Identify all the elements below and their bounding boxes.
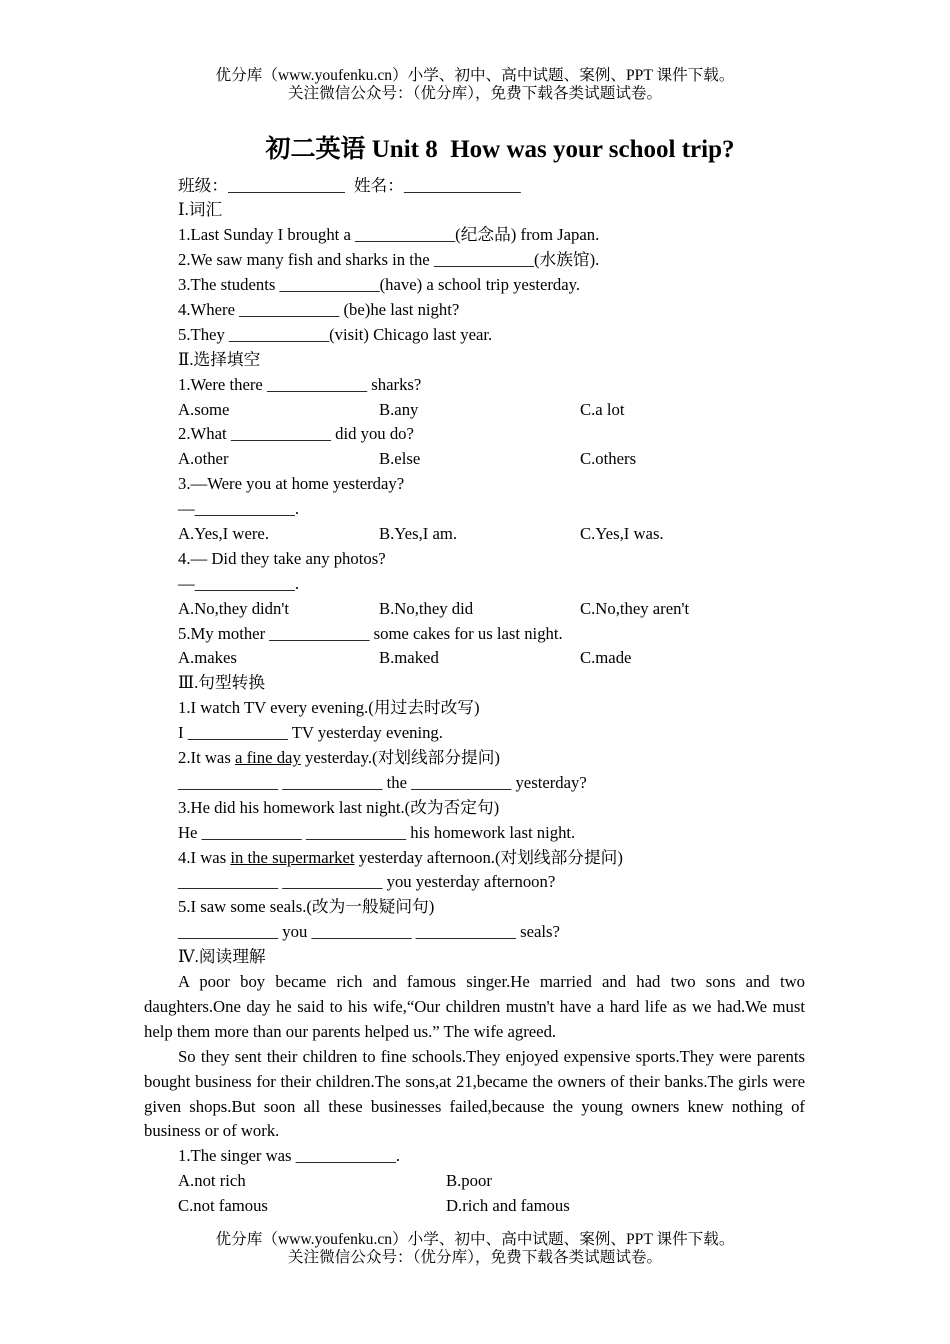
option-row xyxy=(144,597,805,622)
question-stem: 5.My mother ____________ some cakes for us last night. xyxy=(178,623,563,643)
option-row xyxy=(144,522,805,547)
option-b: B.maked xyxy=(379,648,439,668)
option-row xyxy=(144,447,805,472)
name-label: 姓名： xyxy=(353,175,404,195)
vocabulary-item: 2.We saw many fish and sharks in the ____________(水族馆). xyxy=(178,250,600,270)
transformation-prompt: 3.He did his homework last night.(改为否定句) xyxy=(178,797,500,817)
option-a: A.Yes,I were. xyxy=(178,523,269,543)
option-b: B.any xyxy=(379,399,419,419)
header-line-2: 关注微信公众号：（优分库），免费下载各类试题试卷。 xyxy=(287,84,663,102)
section-heading-sentence-transformation: Ⅲ.句型转换 xyxy=(178,673,266,693)
transformation-prompt: 1.I watch TV every evening.(用过去时改写) xyxy=(178,698,480,718)
question-stem: 4.— Did they take any photos? xyxy=(178,548,386,568)
section-heading-multiple-choice: Ⅱ.选择填空 xyxy=(178,349,261,369)
prompt-text: 4.I was xyxy=(178,847,231,867)
option-c: C.No,they aren't xyxy=(580,598,690,618)
option-c: C.not famous xyxy=(178,1196,268,1216)
question-reply: —____________. xyxy=(178,573,299,593)
section-heading-vocabulary: Ⅰ.词汇 xyxy=(178,200,223,220)
option-row xyxy=(144,646,805,671)
student-info xyxy=(144,174,805,199)
question-stem: 3.—Were you at home yesterday? xyxy=(178,474,405,494)
transformation-answer: I ____________ TV yesterday evening. xyxy=(178,723,443,743)
prompt-text: yesterday afternoon.(对划线部分提问) xyxy=(354,847,623,867)
option-b: B.else xyxy=(379,449,421,469)
option-c: C.a lot xyxy=(580,399,625,419)
section-heading-reading: Ⅳ.阅读理解 xyxy=(178,947,266,967)
page-footer xyxy=(0,1231,950,1266)
option-row xyxy=(144,398,805,423)
question-stem: 1.The singer was ____________. xyxy=(178,1146,401,1166)
underlined-phrase: a fine day xyxy=(235,747,301,767)
option-d: D.rich and famous xyxy=(446,1196,570,1216)
footer-line-2: 关注微信公众号：（优分库），免费下载各类试题试卷。 xyxy=(287,1248,663,1266)
option-c: C.Yes,I was. xyxy=(580,523,664,543)
prompt-text: yesterday.(对划线部分提问) xyxy=(300,747,500,767)
option-a: A.some xyxy=(178,399,230,419)
question-stem: 2.What ____________ did you do? xyxy=(178,424,414,444)
transformation-answer: He ____________ ____________ his homework last night. xyxy=(178,822,576,842)
vocabulary-item: 5.They ____________(visit) Chicago last year. xyxy=(178,324,493,344)
transformation-answer: ____________ ____________ the ____________ yesterday? xyxy=(178,772,587,792)
option-c: C.others xyxy=(580,449,637,469)
class-label: 班级： xyxy=(178,175,229,195)
vocabulary-item: 1.Last Sunday I brought a ____________(纪念品) from Japan. xyxy=(178,225,600,245)
reading-paragraph: A poor boy became rich and famous singer.He married and had two sons and two daughters.One day he said to his wife,“Our children mustn't have a hard life as we had.We must help them more than our parents helped us.” The wife agreed. xyxy=(144,972,805,1041)
page-title: 初二英语 Unit 8 How was your school trip? xyxy=(265,136,735,163)
option-c: C.made xyxy=(580,648,632,668)
transformation-answer: ____________ you ____________ ____________ seals? xyxy=(178,922,560,942)
underlined-phrase: in the supermarket xyxy=(230,847,355,867)
prompt-text: 2.It was xyxy=(178,747,236,767)
footer-line-1: 优分库（www.youfenku.cn）小学、初中、高中试题、案例、PPT 课件下载。 xyxy=(215,1231,735,1248)
vocabulary-item: 4.Where ____________ (be)he last night? xyxy=(178,299,460,319)
transformation-prompt xyxy=(144,746,805,771)
option-row xyxy=(144,1169,805,1194)
reading-paragraph: So they sent their children to fine schools.They enjoyed expensive sports.They were parents bought business for their children.The sons,at 21,became the owners of their banks.The girls were given shops.But soon all these businesses failed,because the young owners knew nothing of business or of work. xyxy=(144,1046,805,1141)
option-a: A.other xyxy=(178,449,229,469)
option-b: B.No,they did xyxy=(379,598,474,618)
option-a: A.not rich xyxy=(178,1171,246,1191)
option-a: A.No,they didn't xyxy=(178,598,290,618)
question-stem: 1.Were there ____________ sharks? xyxy=(178,374,422,394)
option-a: A.makes xyxy=(178,648,237,668)
vocabulary-item: 3.The students ____________(have) a school trip yesterday. xyxy=(178,275,581,295)
exam-content xyxy=(144,174,805,1220)
option-b: B.poor xyxy=(446,1171,492,1191)
transformation-prompt: 5.I saw some seals.(改为一般疑问句) xyxy=(178,897,435,917)
class-blank: ______________ xyxy=(228,175,345,195)
option-b: B.Yes,I am. xyxy=(379,523,458,543)
header-line-1: 优分库（www.youfenku.cn）小学、初中、高中试题、案例、PPT 课件下载。 xyxy=(215,67,735,84)
transformation-answer: ____________ ____________ you yesterday afternoon? xyxy=(178,872,556,892)
option-row xyxy=(144,1194,805,1219)
name-blank: ______________ xyxy=(403,175,521,195)
transformation-prompt xyxy=(144,846,805,871)
page-header xyxy=(0,67,950,102)
question-reply: —____________. xyxy=(178,499,299,519)
